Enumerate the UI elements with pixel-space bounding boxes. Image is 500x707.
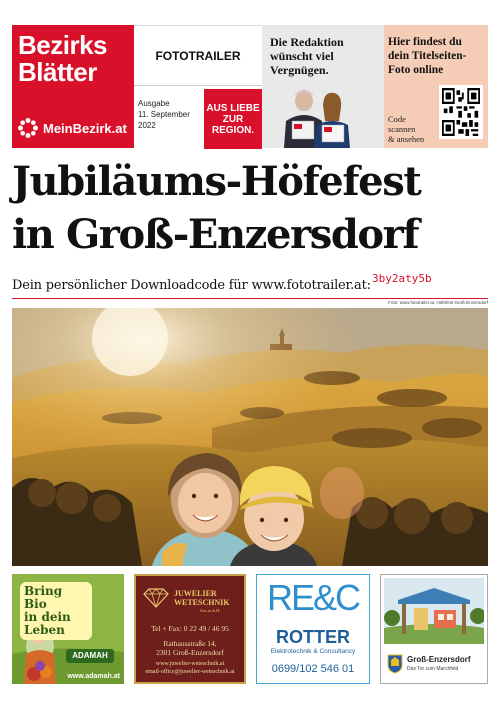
meinbezirk-link[interactable] — [17, 117, 127, 139]
logo-line-1: Bezirks — [18, 30, 107, 60]
editorial-greeting-line: wünscht viel — [270, 49, 334, 63]
download-code-label: Dein persönlicher Downloadcode für www.fototrailer.at: — [12, 278, 371, 293]
gemeinde-tagline: Das Tor zum Marchfeld — [407, 666, 459, 672]
juwelier-name-line: WETESCHNIK — [174, 598, 230, 607]
meinbezirk-flower-icon — [17, 117, 39, 139]
slogan-line-3: REGION. — [211, 124, 255, 136]
cover-photo-illustration — [12, 308, 488, 566]
edition-year: 2022 — [138, 121, 156, 130]
playground-illustration — [384, 578, 484, 644]
juwelier-phone: Tel + Fax: 0 22 49 / 46 95 — [151, 624, 229, 633]
online-photo-box — [384, 25, 488, 148]
logo-line-2: Blätter — [18, 57, 97, 87]
edition-label: Ausgabe — [138, 99, 170, 108]
ad-juwelier-weteschnik[interactable] — [134, 574, 246, 684]
headline-line-2: in Groß-Enzersdorf — [12, 211, 419, 258]
editorial-team-photo — [262, 25, 384, 148]
ad-rotter[interactable] — [256, 574, 370, 684]
juwelier-legal-form: Ges.m.b.H. — [200, 608, 221, 613]
rotter-phone[interactable]: 0699/102 546 01 — [271, 663, 355, 675]
headline-line-1: Jubiläums-Höfefest — [12, 158, 421, 205]
masthead — [12, 25, 488, 148]
diamond-icon — [142, 588, 170, 608]
qr-code[interactable] — [439, 85, 483, 139]
qr-code-icon — [442, 88, 480, 136]
scan-instruction — [388, 114, 424, 144]
juwelier-contact — [136, 624, 244, 676]
slogan-line-2: ZUR — [222, 113, 244, 125]
online-photo-line: dein Titelseiten- — [388, 50, 467, 62]
scan-line: Code — [388, 114, 406, 124]
ad-gemeinde[interactable] — [380, 574, 488, 684]
edition-info — [138, 98, 202, 131]
photo-credit: Foto: www.fototrailer.at, Höfefest Groß-Enzersdorf — [388, 300, 488, 305]
online-photo-line: Foto online — [388, 64, 444, 76]
adamah-slogan — [20, 582, 92, 640]
headline — [12, 155, 492, 261]
juwelier-street: Rathausstraße 14, — [163, 639, 217, 648]
scan-line: & ansehen — [388, 134, 425, 144]
rotter-tagline: Elektrotechnik & Consultancy — [270, 648, 356, 655]
slogan-line-1: AUS LIEBE — [206, 102, 260, 114]
adamah-url[interactable]: www.adamah.at — [67, 673, 120, 680]
rotter-logo: RE&C — [266, 577, 360, 618]
edition-column — [134, 25, 262, 148]
adamah-slogan-line: in dein — [24, 610, 71, 624]
edition-date: 11. September — [138, 110, 190, 119]
adamah-brand: ADAMAH — [66, 649, 114, 663]
juwelier-website[interactable]: www.juwelier-weteschnik.at — [155, 661, 225, 667]
juwelier-name — [174, 589, 230, 607]
bezirksblaetter-logo[interactable] — [12, 25, 134, 148]
editorial-greeting-line: Vergnügen. — [270, 63, 329, 77]
juwelier-name-line: JUWELIER — [174, 589, 217, 598]
editorial-team-box — [262, 25, 384, 148]
divider-line — [12, 298, 488, 299]
juwelier-email[interactable]: email-office@juwelier-weteschnik.at — [145, 669, 235, 675]
online-photo-line: Hier findest du — [388, 36, 462, 48]
cover-photo[interactable] — [12, 308, 488, 566]
ad-adamah[interactable] — [12, 574, 124, 684]
meinbezirk-text: MeinBezirk.at — [43, 120, 127, 136]
slogan-badge — [204, 89, 262, 149]
editorial-greeting-line: Die Redaktion — [270, 35, 344, 49]
juwelier-city: 2301 Groß-Enzersdorf — [156, 648, 224, 657]
download-code[interactable]: 3by2aty5b — [372, 272, 432, 285]
rotter-name: ROTTER — [276, 627, 350, 647]
scan-line: scannen — [388, 124, 416, 134]
coat-of-arms-icon — [387, 654, 403, 674]
adamah-slogan-line: Leben — [24, 623, 65, 637]
fototrailer-label: FOTOTRAILER — [134, 26, 262, 86]
online-photo-text — [388, 35, 466, 77]
adamah-slogan-line: Bring Bio — [24, 584, 63, 611]
gemeinde-name: Groß-Enzersdorf — [407, 655, 471, 664]
